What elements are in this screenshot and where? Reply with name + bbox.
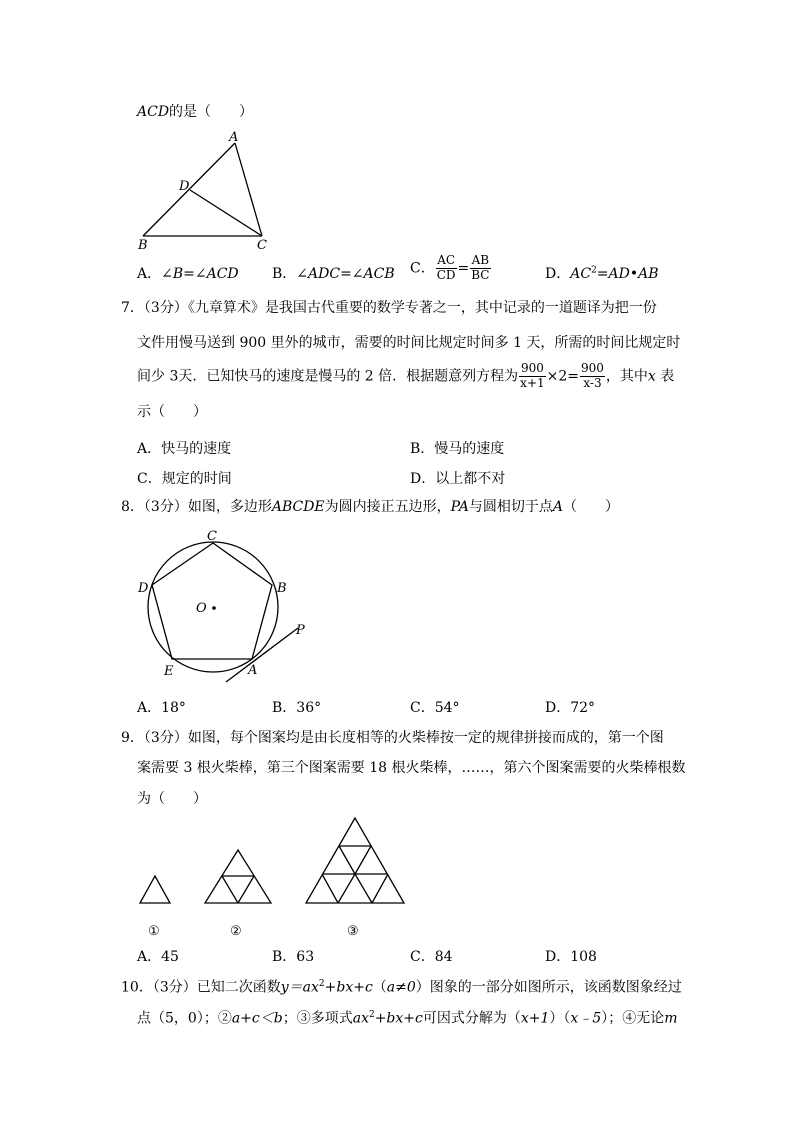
q10-cond: a≠0 [386,979,416,996]
q7-line1: 7．（3分）《九章算术》是我国古代重要的数学专著之一，其中记录的一道题译为把一份 [121,300,657,316]
q9-option-a[interactable]: A．45 [137,949,179,965]
q10-f1: x+1 [520,1010,550,1027]
q9-line2: 案需要 3 根火柴棒，第三个图案需要 18 根火柴棒，……，第六个图案需要的火柴棒根数 [137,760,686,776]
q6-d-sup: 2 [591,265,597,276]
q7-line3c: 表 [655,368,675,385]
q8-label-a: A [248,663,258,678]
q10-poly: ax [352,1010,369,1027]
q10-line2 [137,1010,678,1027]
q7-line3a: 间少 3天．已知快马的速度是慢马的 2 倍．根据题意列方程为 [137,368,519,385]
q10-line2a: 点（5，0）；② [137,1010,232,1027]
q6-option-b-label: B． [272,266,297,282]
q9-option-c[interactable]: C．84 [410,949,453,965]
q8-option-c[interactable]: C．54° [410,700,460,716]
q6-option-b-text: ∠ADC=∠ACB [296,266,395,282]
q9-option-b[interactable]: B．63 [272,949,315,965]
q9-label-3: ③ [347,924,359,939]
q6-label-b: B [138,238,148,253]
q10-line1c: ）图象的一部分如图所示，该函数图象经过 [415,979,682,996]
q6-label-d: D [179,179,190,194]
q6-tail-text: 的是（ ） [169,104,254,120]
q10-eq1: y＝ax [280,979,319,996]
q8-line1a: 8．（3分）如图，多边形 [121,499,272,515]
q8-label-c: C [207,529,217,544]
q7-option-c[interactable]: C．规定的时间 [137,471,232,487]
q6-d-text1: AC [570,266,592,282]
q6-c-den1: CD [436,267,456,282]
q10-f2: x﹣5 [570,1010,602,1027]
q10-line2c: 可因式分解为（ [422,1010,521,1027]
q7-line2: 文件用慢马送到 900 里外的城市，需要的时间比规定时间多 1 天，所需的时间比规定时 [137,335,681,351]
q7-frac1-den: x+1 [520,375,545,390]
q6-c-den2: BC [471,267,490,282]
q10-sup1: 2 [318,979,325,989]
q8-abcde: ABCDE [271,499,325,515]
q7-frac2-den: x-3 [583,375,602,390]
q8-pa: PA [450,499,469,515]
q9-line1: 9．（3分）如图，每个图案均是由长度相等的火柴棒按一定的规律拼接而成的，第一个图 [121,730,664,746]
q8-label-p: P [296,623,305,638]
q10-line2b: ；③多项式 [282,1010,353,1027]
q10-eq1b: +bx+c [324,979,373,996]
q6-acd: ACD [137,104,170,120]
q8-a: A [552,499,564,515]
q6-d-text2: =AD•AB [596,266,659,282]
q7-option-a[interactable]: A．快马的速度 [137,441,232,457]
q6-c-num1: AC [437,253,456,267]
q10-line1a: 10．（3分）已知二次函数 [121,979,281,996]
q10-poly2: +bx+c [374,1010,423,1027]
q6-option-d-label: D． [545,266,571,282]
q6-label-c: C [257,238,267,253]
q7-line3b: ，其中 [605,368,648,385]
q10-line2d: ）（ [549,1010,571,1027]
q8-line1d: （ ） [563,499,620,515]
q10-line1 [121,979,682,996]
q8-option-a[interactable]: A．18° [137,700,186,716]
q7-option-b[interactable]: B．慢马的速度 [410,441,505,457]
q10-line2e: ）；④无论 [601,1010,665,1027]
q6-c-num2: AB [471,253,490,267]
q8-line1c: 与圆相切于点 [468,499,553,515]
q7-times: ×2= [546,368,580,385]
q7-frac1-num: 900 [520,361,544,375]
q8-label-e: E [164,664,174,679]
q7-option-d[interactable]: D．以上都不对 [410,471,506,487]
q10-line1b: （ [372,979,387,996]
q10-m: m [664,1010,678,1027]
q6-c-eq: = [457,260,470,277]
q8-line1b: 为圆内接正五边形， [324,499,451,515]
q7-line4: 示（ ） [137,404,207,420]
q10-sup2: 2 [368,1010,375,1020]
q10-ineq: a+c＜b [231,1010,283,1027]
q9-option-d[interactable]: D．108 [545,949,597,965]
q6-option-a-label: A． [137,266,162,282]
q8-label-d: D [138,581,149,596]
q6-option-a-text: ∠B=∠ACD [161,266,239,282]
q8-option-d[interactable]: D．72° [545,700,596,716]
q6-option-c-label: C． [410,260,435,277]
q9-label-2: ② [230,924,242,939]
q8-label-o: O [196,601,207,616]
q7-frac2-num: 900 [581,361,604,375]
q8-label-b: B [277,581,287,596]
q9-label-1: ① [148,924,160,939]
q8-option-b[interactable]: B．36° [272,700,322,716]
q7-x: x [647,368,656,385]
q9-line3: 为（ ） [137,791,207,807]
q6-label-a: A [229,130,239,145]
